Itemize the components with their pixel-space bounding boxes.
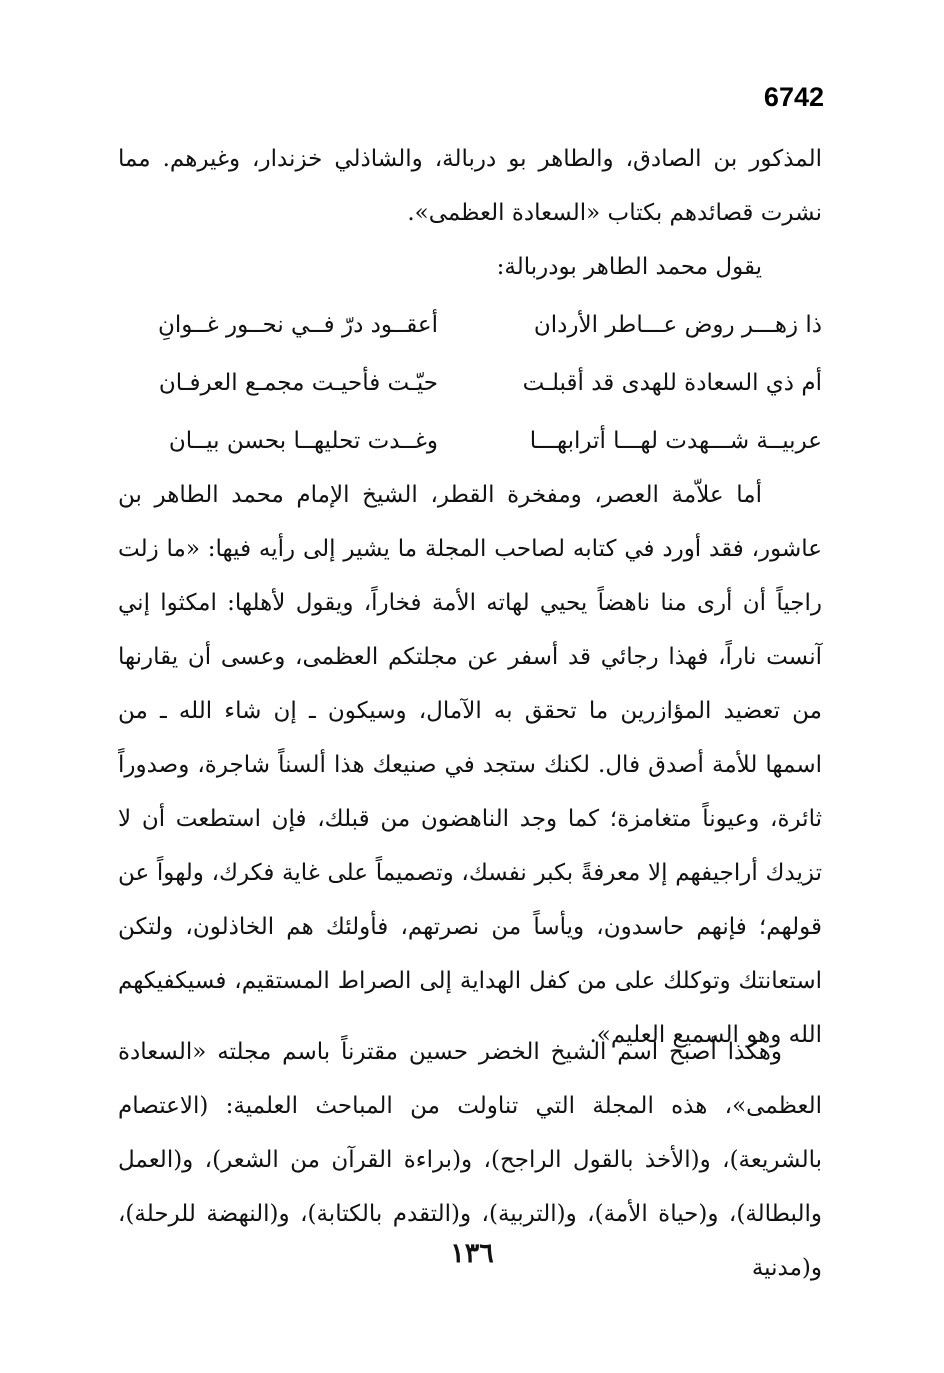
paragraph-2: أما علاّمة العصر، ومفخرة القطر، الشيخ الإمام محمد الطاهر بن عاشور، فقد أورد في كتابه لصاحب المجلة ما يشير إلى رأيه فيها: «ما زلت راجياً أن أرى منا ناهضاً يحيي لهاته الأمة فخاراً، ويقول لأهلها: امكثوا إني آنست ناراً، فهذا رجائي قد أسفر عن مجلتكم العظمى، وعسى أن يقارنها من تعضيد المؤازرين ما تحقق به الآمال، وسيكون ـ إن شاء الله ـ من اسمها للأمة أصدق فال. لكنك ستجد في صنيعك هذا ألسناً شاجرة، وصدوراً ثائرة، وعيوناً متغامزة؛ كما وجد الناهضون من قبلك، فإن استطعت أن لا تزيدك أراجيفهم إلا معرفةً بكبر نفسك، وتصميماً على غاية فكرك، ولهواً عن قولهم؛ فإنهم حاسدون، ويأساً من نصرتهم، فأولئك هم الخاذلون، ولتكن استعانتك وتوكلك على من كفل الهداية إلى الصراط المستقيم، فسيكفيكهم الله وهو السميع العليم». (118, 482, 822, 1048)
poem (118, 296, 822, 470)
document-number: 6742 (763, 82, 824, 112)
verse-line (118, 296, 822, 354)
verse-first-hemistich: عربيــة شـــهدت لهـــا أترابهـــا (529, 428, 822, 454)
verse-second-hemistich: أعقــود درّ فــي نحــور غــوانِ (158, 312, 438, 338)
verse-line (118, 354, 822, 412)
paragraph-1: المذكور بن الصادق، والطاهر بو دربالة، والشاذلي خزندار، وغيرهم. مما نشرت قصائدهم بكتاب «السعادة العظمى». (118, 146, 822, 226)
paragraph-3: وهكذا أصبح اسم الشيخ الخضر حسين مقترناً باسم مجلته «السعادة العظمى»، هذه المجلة التي تناولت من المباحث العلمية: (الاعتصام بالشريعة)، و(الأخذ بالقول الراجح)، و(براءة القرآن من الشعر)، و(العمل والبطالة)، و(حياة الأمة)، و(التربية)، و(التقدم بالكتابة)، و(النهضة للرحلة)، و(مدنية (118, 1039, 822, 1281)
verse-intro: يقول محمد الطاهر بودربالة: (496, 254, 762, 280)
verse-line (118, 412, 822, 470)
verse-second-hemistich: حيّـت فأحيـت مجمـع العرفـان (158, 370, 438, 396)
verse-first-hemistich: ذا زهـــر روض عـــاطر الأردان (533, 312, 822, 338)
verse-first-hemistich: أم ذي السعادة للهدى قد أقبلـت (522, 370, 822, 396)
verse-second-hemistich: وغــدت تحليهــا بحسن بيــان (168, 428, 438, 454)
page-number: ١٣٦ (450, 1238, 494, 1269)
